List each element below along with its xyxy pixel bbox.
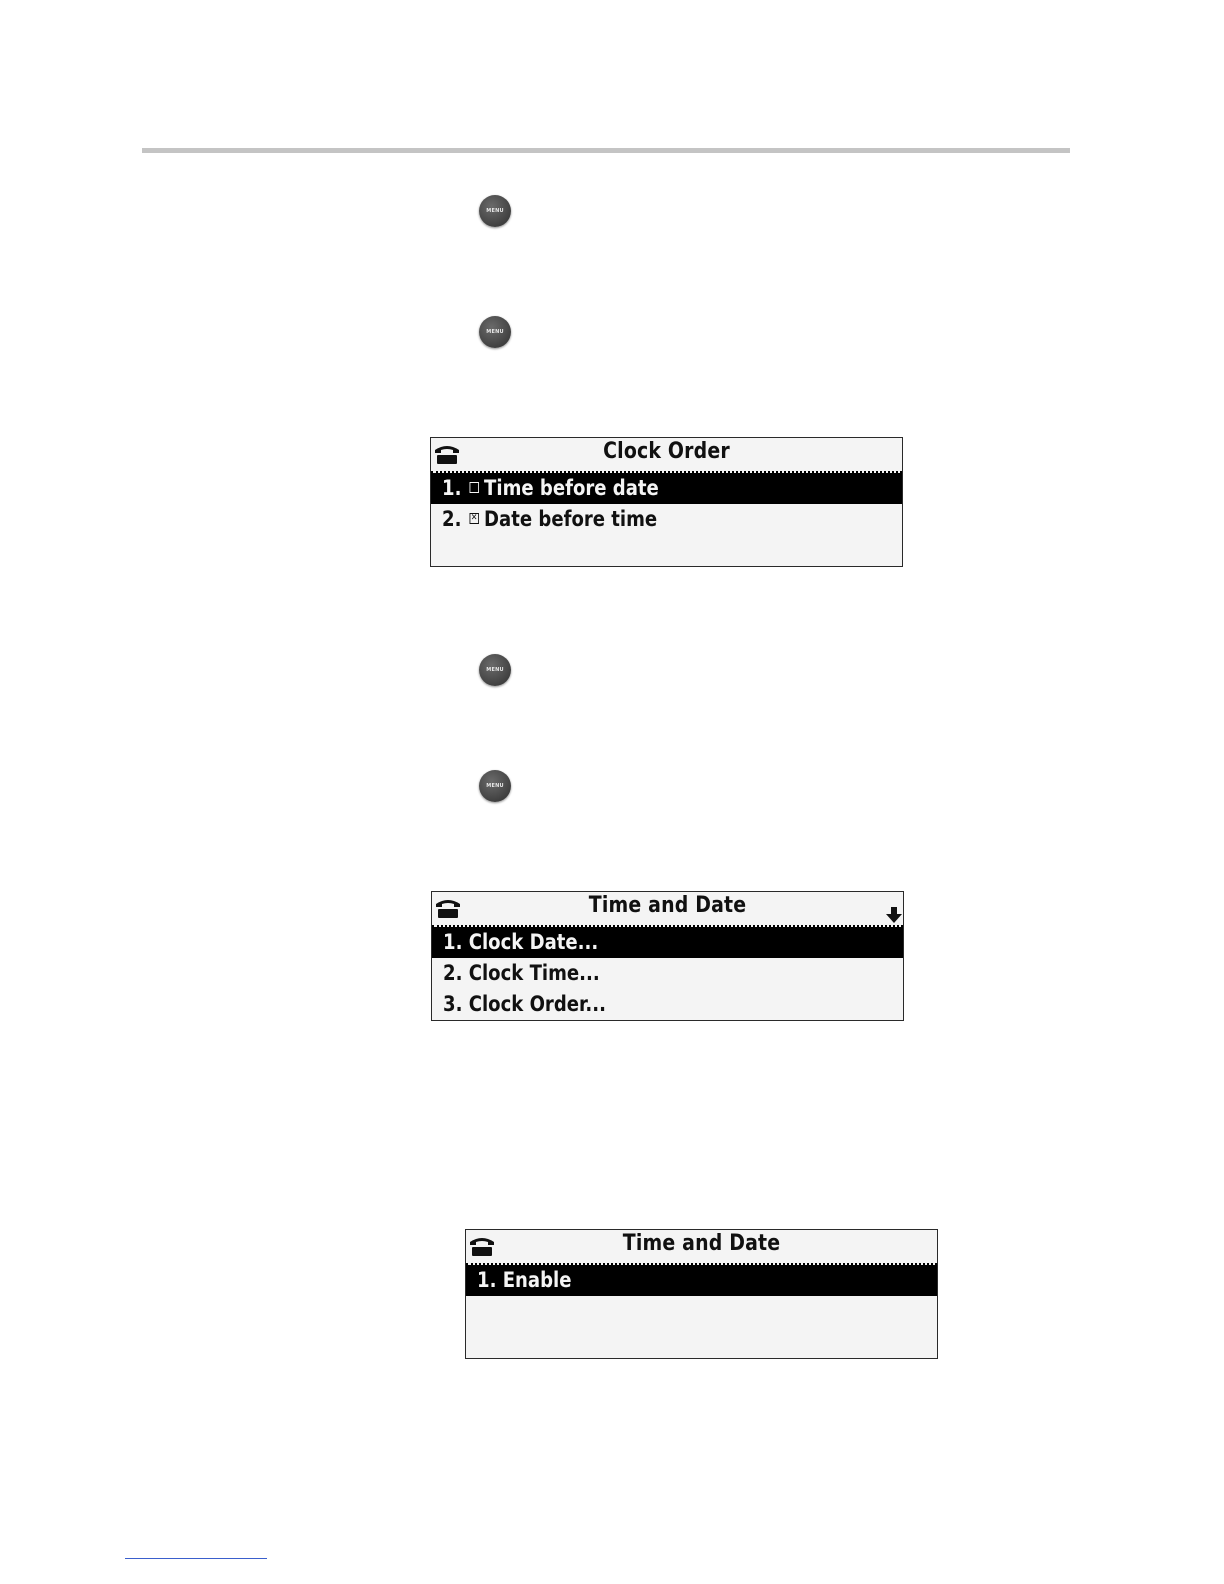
- menu-item-clock-date[interactable]: [432, 927, 903, 958]
- menu-item-date-before-time[interactable]: [431, 504, 902, 535]
- menu-key-icon: MENU: [479, 770, 511, 802]
- menu-key-icon: MENU: [479, 195, 511, 227]
- handset-icon: [434, 443, 460, 465]
- footer-link-underline: [125, 1558, 267, 1559]
- item-number: 3.: [443, 992, 463, 1016]
- menu-item-clock-time[interactable]: [432, 958, 903, 989]
- phone-screen-clock-order: [430, 437, 903, 567]
- handset-icon: [435, 897, 461, 919]
- item-label: Date before time: [484, 507, 658, 531]
- item-number: 1.: [443, 930, 463, 954]
- down-arrow-icon: [885, 906, 903, 924]
- menu-key-icon: MENU: [479, 316, 511, 348]
- screen-header: [432, 892, 903, 927]
- checkbox-checked-icon[interactable]: ✕: [470, 512, 478, 523]
- phone-screen-time-and-date-enable: [465, 1229, 938, 1359]
- item-label: Clock Order...: [468, 992, 606, 1016]
- phone-screen-time-and-date-menu: [431, 891, 904, 1021]
- item-label: Clock Time...: [468, 961, 600, 985]
- menu-item-time-before-date[interactable]: [431, 473, 902, 504]
- item-label: Enable: [502, 1268, 572, 1292]
- screen-title: Clock Order: [603, 439, 730, 464]
- handset-icon: [469, 1235, 495, 1257]
- item-number: 1.: [477, 1268, 497, 1292]
- screen-title: Time and Date: [588, 893, 747, 918]
- screen-header: [466, 1230, 937, 1265]
- item-label: Clock Date...: [468, 930, 599, 954]
- item-number: 1.: [442, 476, 462, 500]
- item-number: 2.: [443, 961, 463, 985]
- menu-item-clock-order[interactable]: [432, 989, 903, 1020]
- checkbox-unchecked-icon[interactable]: [469, 482, 478, 493]
- item-label: Time before date: [484, 476, 659, 500]
- screen-title: Time and Date: [622, 1231, 781, 1256]
- menu-key-icon: MENU: [479, 654, 511, 686]
- screen-header: [431, 438, 902, 473]
- menu-item-enable[interactable]: [466, 1265, 937, 1296]
- item-number: 2.: [442, 507, 462, 531]
- header-rule: [142, 148, 1070, 153]
